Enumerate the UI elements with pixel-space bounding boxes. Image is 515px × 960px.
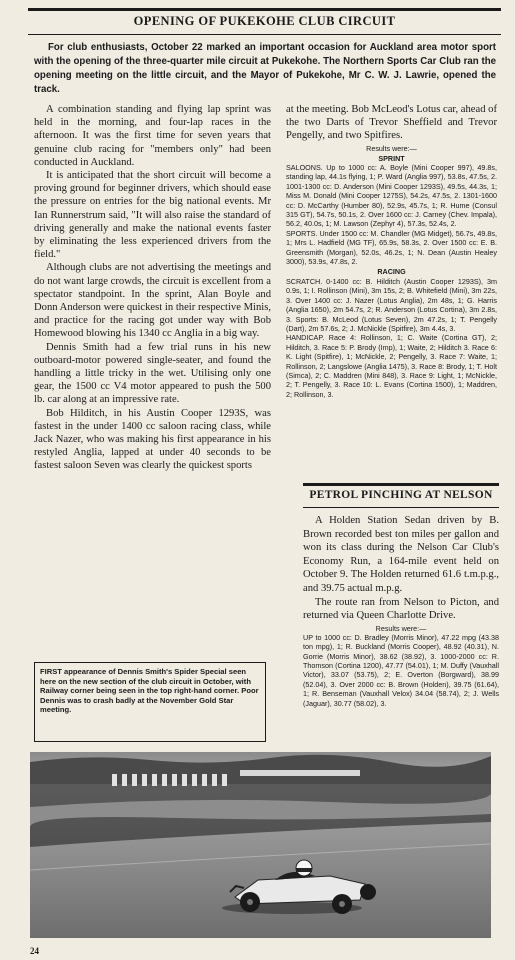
article-body-left-column bbox=[34, 103, 271, 658]
race-car-photo-illustration bbox=[30, 752, 491, 938]
article-paragraph: Bob Hilditch, in his Austin Cooper 1293S, was fastest in the under 1400 cc saloon racing class, while Jack Nazer, who was making his first appearance in his restyled Anglia, lapped at under 40 seconds to be fastest saloon Seven was clearly the quickest sports bbox=[34, 407, 271, 472]
sidebar-results: UP to 1000 cc: D. Bradley (Morris Minor), 47.22 mpg (43.38 ton mpg), 1; R. Buckland (Morris Cooper), 48.92 (40.31), N. Gorrie (Morris Minor), 38.62 (38.92), 3. 1000-2000 cc: R. Thomson (Cortina 1200), 47.77 (54.01), 1; M. Duffy (Vauxhall Victor), 33.07 (53.75), 2; E. Overton (Borgward), 38.99 (52.04), 3. Over 2000 cc: B. Brown (Holden), 39.75 (61.64), 1; R. Benseman (Vauxhall Velox) 34.04 (58.74), 2; J. Wells (Jaguar), 30.77 (58.02), 3. bbox=[303, 632, 499, 708]
sidebar-paragraph: The route ran from Nelson to Picton, and returned via Queen Charlotte Drive. bbox=[303, 596, 499, 622]
sidebar-body bbox=[303, 514, 499, 708]
article-continuation: at the meeting. Bob McLeod's Lotus car, ahead of the two Darts of Trevor Sheffield and Trevor Pengelly, and two Spitfires. bbox=[286, 104, 497, 142]
sprint-heading: SPRINT bbox=[378, 153, 405, 163]
article-intro: For club enthusiasts, October 22 marked an important occasion for Auckland area motor sport with the opening of the three-quarter mile circuit at Pukekohe. The Northern Sports Car Club ran the opening meeting on the little circuit, and the Mayor of Pukekohe, Mr C. W. J. Lawrie, opened the track. bbox=[34, 42, 496, 95]
article-paragraph: Although clubs are not advertising the meetings and do not want large crowds, the circuit is excellent from a spectator standpoint. In the sprint, Alan Boyle and Donn Anderson were quickest in their respective Minis, and practice for the racing got under way with Bob Homewood blowing his 1340 cc Anglia in a big way. bbox=[34, 262, 271, 340]
article-body-right-column bbox=[286, 103, 497, 399]
article-paragraph: A combination standing and flying lap sprint was held in the morning, and four-lap races in the afternoon. It was the first time for seven years that genuine club racing for "members only" had been conducted in Auckland. bbox=[34, 104, 271, 168]
sidebar-paragraph: A Holden Station Sedan driven by B. Brown recorded best ton miles per gallon and won its class during the Nelson Car Club's Economy Run, a 164-mile event held on October 9. The Holden returned 61.6 t.m.p.g., and 39.75 actual m.p.g. bbox=[303, 515, 499, 594]
handicap-results: HANDICAP. Race 4: Rollinson, 1; C. Waite (Cortina GT), 2; Hilditch, 3. Race 5: P. Brody (Imp), 1; Waite, 2; Hilditch 3. Race 6: K. Light (Spitfire), 1; McNickle, 2; Pengelly, 3. Race 7: Waite, 1; Rollinson, 2; Langslowe (Anglia 1475), 3. Race 8: Brody, 1; T. Holt (Simca), 2; C. Maddren (Mini 848), 3. Race 9: Light, 1; McNickle, 2; T. Pengelly, 3. Race 10: L. Evans (Cortina 1500), 1; Maddren, 2; Rollinson, 3. bbox=[286, 333, 497, 399]
article-paragraph: Dennis Smith had a few trial runs in his new outboard-motor powered single-seater, and found the handling a little tricky in the wet. Utilising only one gear, the 1500 cc V4 motor appeared to push the 500 lb. car along at an impressive rate. bbox=[34, 341, 271, 406]
page-number: 24 bbox=[30, 946, 39, 956]
article-headline: OPENING OF PUKEKOHE CLUB CIRCUIT bbox=[133, 14, 396, 28]
sidebar-results-label: Results were:— bbox=[375, 623, 427, 633]
scratch-results: SCRATCH. 0-1400 cc: B. Hilditch (Austin Cooper 1293S), 3m 0.9s, 1; I. Rollinson (Mini), 3m 15s, 2; B. Whitefield (Mini), 3m 22s, 3. Over 1400 cc: J. Nazer (Lotus Anglia), 2m 48s, 1; G. Harris (Anglia 1650), 2m 54.7s, 2; R. Anderson (Lotus Cortina), 3m 2.8s, 3. Sports: B. McLeod (Lotus Seven), 2m 47.2s, 1; T. Pengelly (Dart), 2m 57.6s, 2; J. McNickle (Spitfire), 3m 4.4s, 3. bbox=[286, 276, 497, 333]
results-block bbox=[286, 154, 497, 400]
results-label: Results were:— bbox=[366, 143, 417, 153]
sprint-results: SALOONS. Up to 1000 cc: A. Boyle (Mini Cooper 997), 49.8s, standing lap, 44.1s flying, 1; P. Ward (Anglia 997), 53.8s, 47.5s, 2. 1001-1300 cc: D. Anderson (Mini Cooper 1293S), 49.5s, 44.3s, 1; Miss M. Donald (Mini Cooper 1275S), 54.2s, 47.5s, 2. 1301-1600 cc: D. McCarthy (Humber 80), 52.9s, 45.7s, 1; R. Hume (Consul 315 GT), 54.7s, 50.1s, 2. Over 1600 cc: J. Carney (Chev. Impala), 56.2, 40.0s, 1; M. Lawson (Zephyr 4), 57.3s, 52.4s, 2. bbox=[286, 163, 497, 229]
race-car-photo bbox=[30, 752, 491, 938]
sidebar-rule-top bbox=[303, 483, 499, 486]
headline-rule-top bbox=[28, 8, 501, 11]
article-paragraph: It is anticipated that the short circuit will become a proving ground for beginner drivers, which should ease the pressure on entries for the big national events. Mr Ian Runnerstrum said, "It will also raise the standard of driving generally and make the national events faster by eliminating the less experienced drivers from the field." bbox=[34, 170, 271, 261]
headline-rule-bottom bbox=[28, 34, 501, 35]
sports-results: SPORTS. Under 1500 cc: M. Chandler (MG Midget), 56.7s, 49.8s, 1; Mrs L. Hadfield (MG TF), 65.9s, 58.3s, 2. Over 1500 cc: E. B. Greensmith (Morgan), 52.0s, 46.2s, 1; N. Dean (Austin Healey 3000), 53.9s, 47.8s, 2. bbox=[286, 228, 497, 267]
photo-caption: FIRST appearance of Dennis Smith's Spider Special seen here on the new section of the club circuit in October, with Railway corner being seen in the top right-hand corner. Poor Dennis was to crash badly at the November Gold Star meeting. bbox=[34, 662, 266, 742]
sidebar-headline: PETROL PINCHING AT NELSON bbox=[309, 489, 493, 501]
sidebar-rule-bottom bbox=[303, 507, 499, 508]
racing-heading: RACING bbox=[377, 267, 406, 277]
